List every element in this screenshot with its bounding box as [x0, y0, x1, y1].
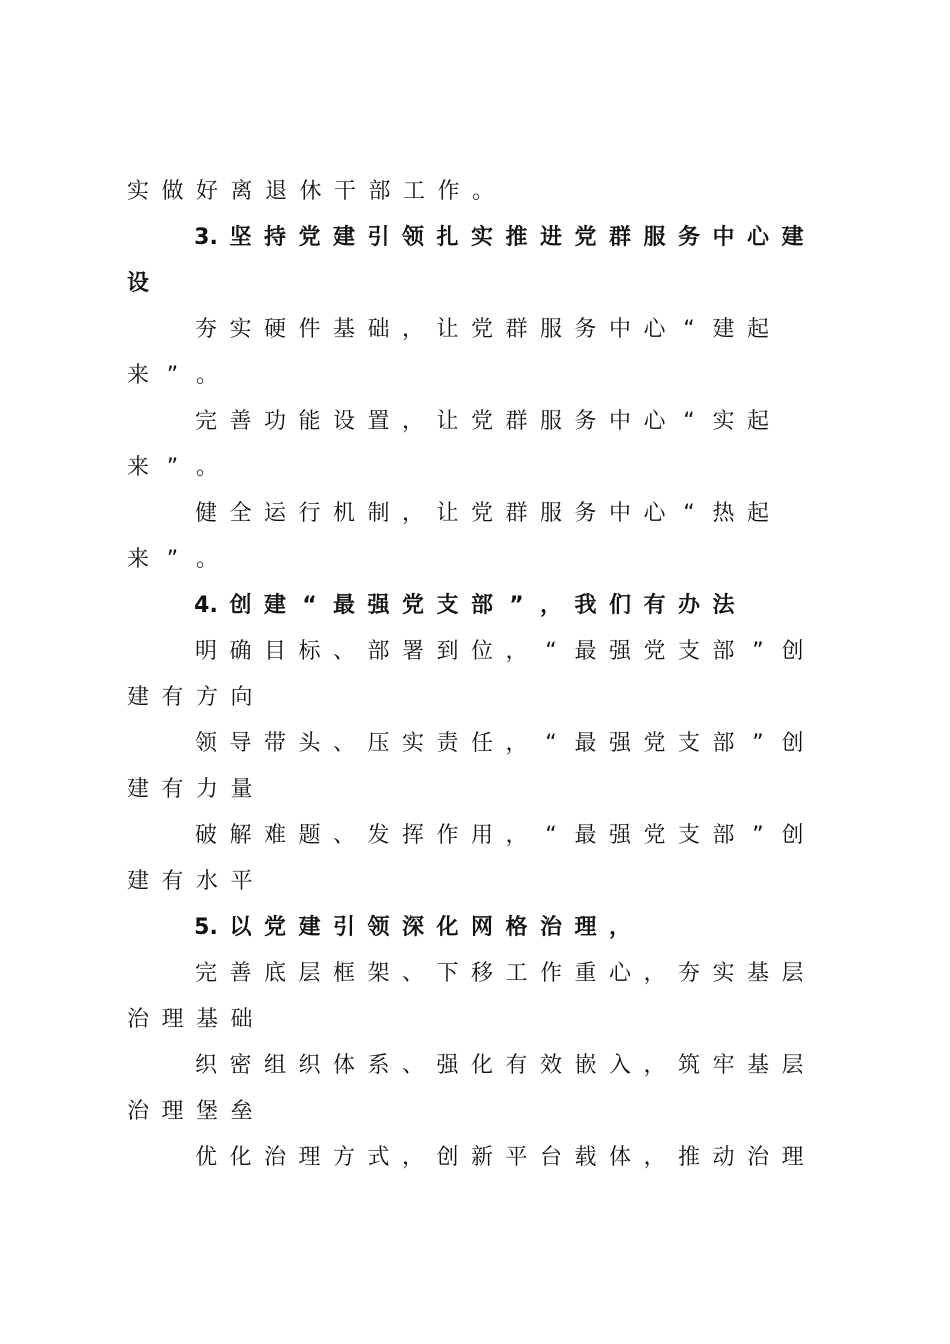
- document-page: 实 做 好 离 退 休 干 部 工 作 。 3. 坚 持 党 建 引 领 扎 实 推 进 党 群 服 务 中 心 建 设 夯 实 硬 件 基 础 ， 让 党 群 服 务 中 心 “ 建 起 来 ” 。 完 善 功 能 设 置 ， 让 党 群 服 务 中 心 “ 实 起 来 ” 。 健 全 运 行 机 制 ， 让 党 群 服 务 中 心 “ 热 起 来 ” 。 4. 创 建 “ 最 强 党 支 部 ” ， 我 们 有 办 法 明 确 目 标 、 部 署 到 位 ， “ 最 强 党 支 部 ” 创 建 有 方 向 领 导 带 头 、 压 实 责 任 ， “ 最 强 党 支 部 ” 创 建 有 力 量 破 解 难 题 、 发 挥 作 用 ， “ 最 强 党 支 部 ” 创 建 有 水 平 5. 以 党 建 引 领 深 化 网 格 治 理 ， 完 善 底 层 框 架 、 下 移 工 作 重 心 ， 夯 实 基 层 治 理 基 础 织 密 组 织 体 系 、 强 化 有 效 嵌 入 ， 筑 牢 基 层 治 理 堡 垒 优 化 治 理 方 式 ， 创 新 平 台 载 体 ， 推 动 治 理: [126, 179, 804, 1170]
